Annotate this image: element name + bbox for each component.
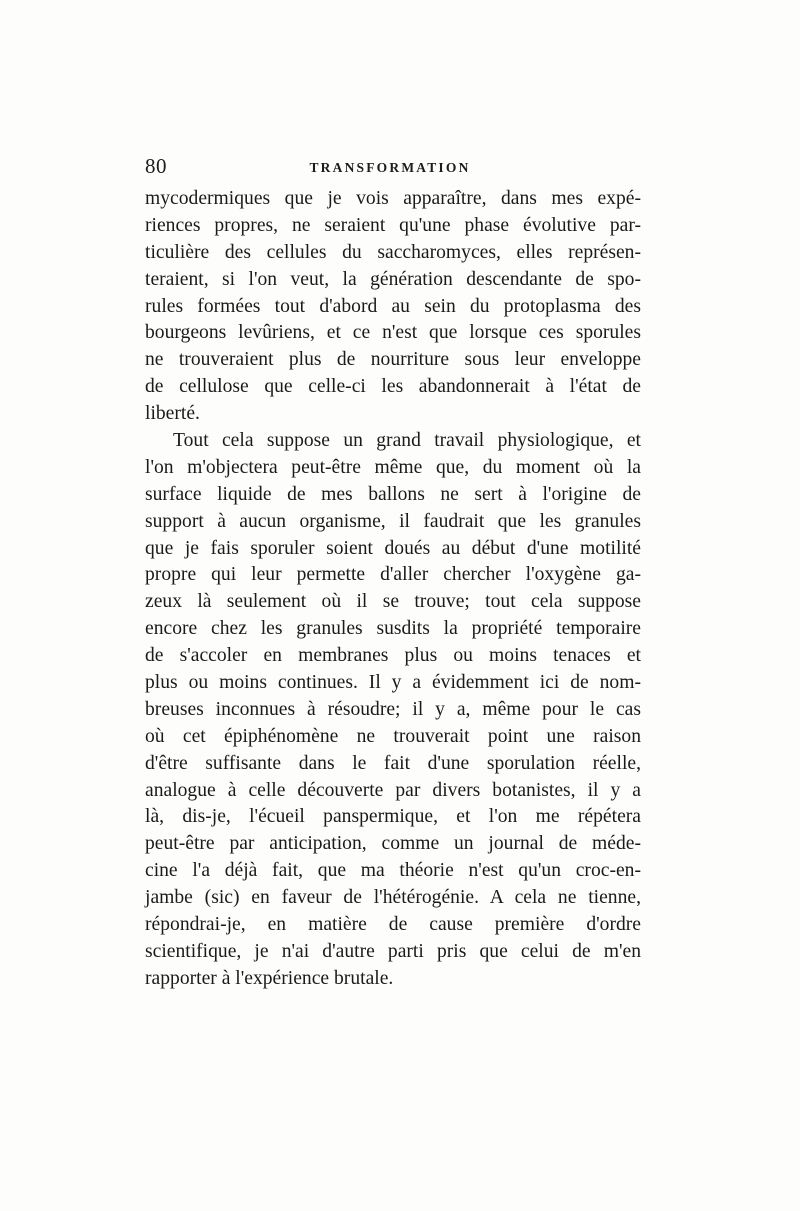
- text-line: scientifique, je n'ai d'autre parti pris que celui de m'en: [145, 940, 641, 962]
- text-line: là, dis-je, l'écueil panspermique, et l'on me répétera: [145, 806, 641, 828]
- text-line: teraient, si l'on veut, la génération descendante de spo-: [145, 268, 641, 290]
- body-text: [145, 186, 641, 993]
- text-line: support à aucun organisme, il faudrait que les granules: [145, 510, 641, 532]
- text-line: répondrai-je, en matière de cause première d'ordre: [145, 914, 641, 936]
- text-line: zeux là seulement où il se trouve; tout cela suppose: [145, 591, 641, 613]
- text-line: d'être suffisante dans le fait d'une sporulation réelle,: [145, 752, 641, 774]
- page-number: 80: [145, 154, 167, 178]
- paragraph-2: [145, 428, 641, 993]
- text-line: rules formées tout d'abord au sein du protoplasma des: [145, 295, 641, 317]
- text-line: Tout cela suppose un grand travail physiologique, et: [173, 430, 641, 452]
- text-line: ne trouveraient plus de nourriture sous leur enveloppe: [145, 349, 641, 371]
- text-line: de s'accoler en membranes plus ou moins tenaces et: [145, 645, 641, 667]
- text-line: breuses inconnues à résoudre; il y a, même pour le cas: [145, 698, 641, 720]
- text-line: de cellulose que celle-ci les abandonnerait à l'état de: [145, 376, 641, 398]
- text-line: l'on m'objectera peut-être même que, du moment où la: [145, 456, 641, 478]
- text-line: plus ou moins continues. Il y a évidemment ici de nom-: [145, 672, 641, 694]
- text-line: rapporter à l'expérience brutale.: [145, 967, 394, 989]
- running-head: TRANSFORMATION: [309, 160, 471, 175]
- text-line: où cet épiphénomène ne trouverait point une raison: [145, 725, 641, 747]
- text-line: riences propres, ne seraient qu'une phase évolutive par-: [145, 214, 641, 236]
- text-line: analogue à celle découverte par divers botanistes, il y a: [145, 779, 641, 801]
- text-line: encore chez les granules susdits la propriété temporaire: [145, 618, 641, 640]
- text-line: propre qui leur permette d'aller chercher l'oxygène ga-: [145, 564, 641, 586]
- text-line: ticulière des cellules du saccharomyces, elles représen-: [145, 241, 641, 263]
- page-header: [145, 154, 635, 184]
- text-line: que je fais sporuler soient doués au début d'une motilité: [145, 537, 641, 559]
- text-line: liberté.: [145, 403, 200, 425]
- text-line: surface liquide de mes ballons ne sert à l'origine de: [145, 483, 641, 505]
- text-line: bourgeons levûriens, et ce n'est que lorsque ces sporules: [145, 322, 641, 344]
- text-line: cine l'a déjà fait, que ma théorie n'est qu'un croc-en-: [145, 860, 641, 882]
- text-line: mycodermiques que je vois apparaître, dans mes expé-: [145, 188, 641, 209]
- text-line: peut-être par anticipation, comme un journal de méde-: [145, 833, 641, 855]
- text-line: jambe (sic) en faveur de l'hétérogénie. A cela ne tienne,: [145, 887, 641, 909]
- paragraph-1: [145, 186, 641, 428]
